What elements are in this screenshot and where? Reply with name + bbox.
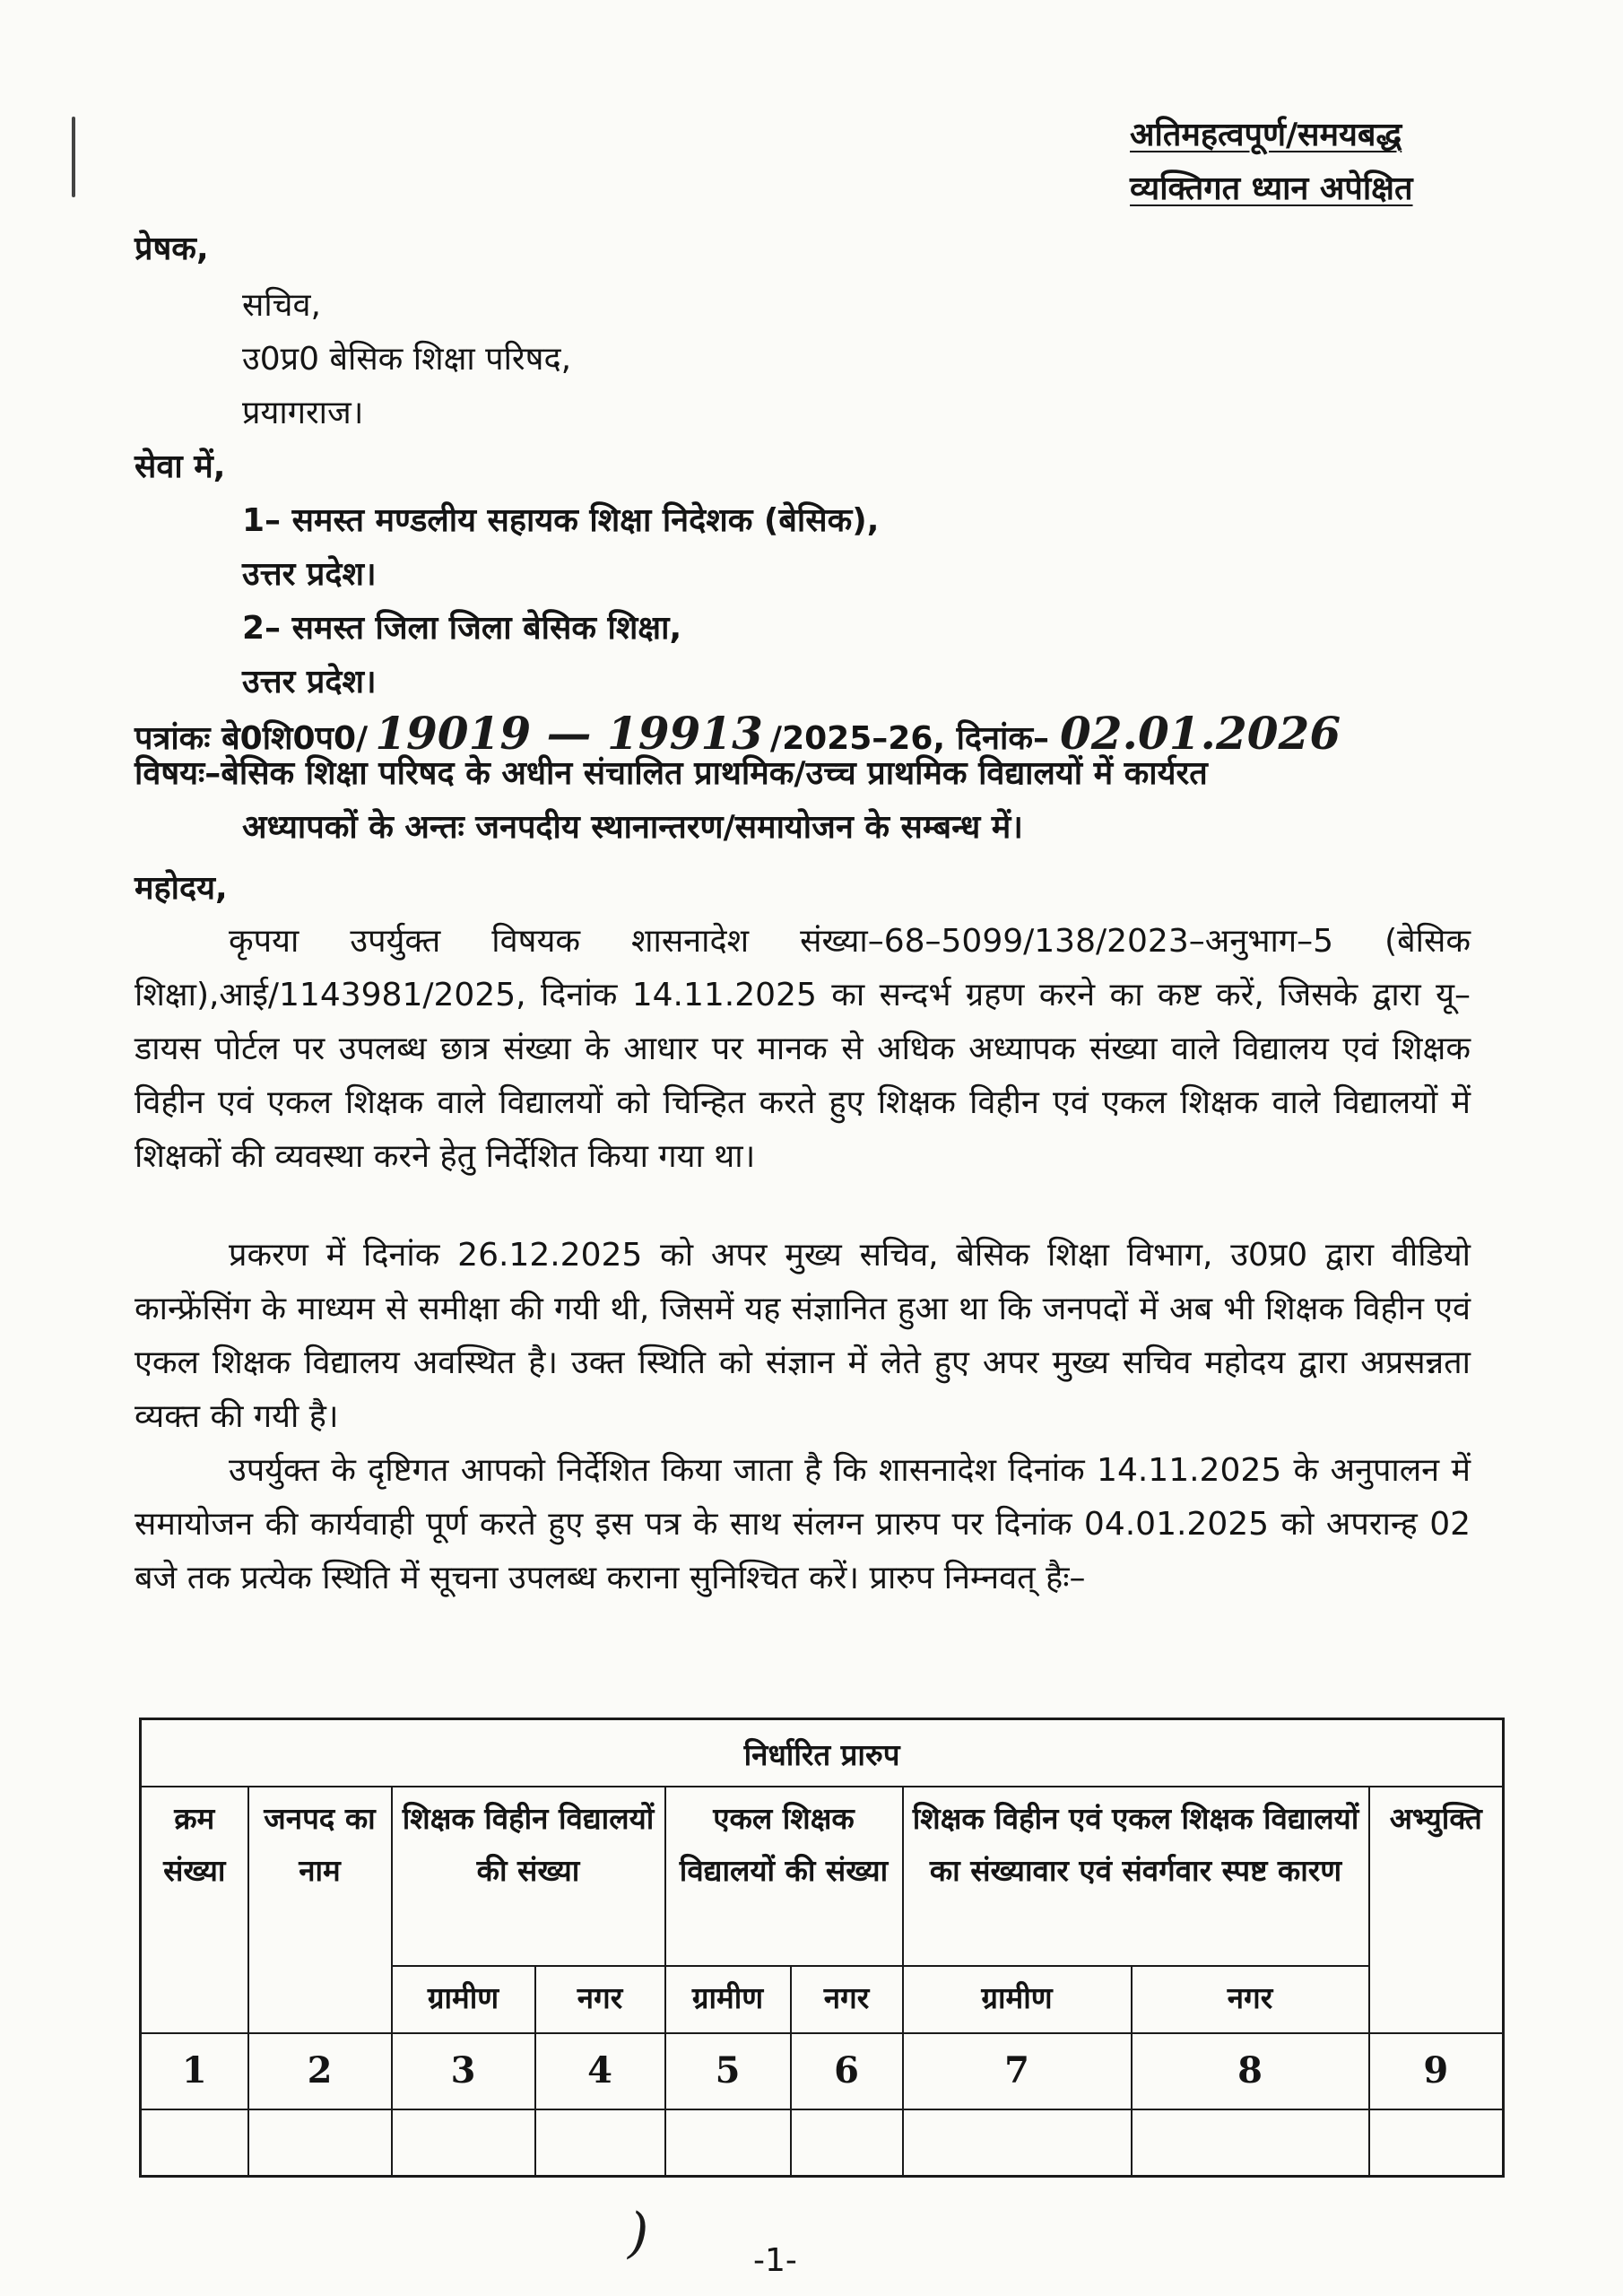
column-number: 7 [903, 2033, 1132, 2109]
salutation: महोदय, [135, 870, 228, 907]
attention-note: व्यक्तिगत ध्यान अपेक्षित [1130, 170, 1413, 207]
subheader-urban: नगर [535, 1966, 665, 2033]
empty-cell [665, 2109, 791, 2177]
recipient-label: सेवा में, [135, 448, 226, 485]
subheader-rural: ग्रामीण [903, 1966, 1132, 2033]
subheader-rural: ग्रामीण [392, 1966, 535, 2033]
header-single-teacher: एकल शिक्षक विद्यालयों की संख्या [665, 1787, 903, 1966]
empty-cell [141, 2109, 248, 2177]
empty-cell [1369, 2109, 1504, 2177]
header-reason: शिक्षक विहीन एवं एकल शिक्षक विद्यालयों का संख्यावार एवं संवर्गवार स्पष्ट कारण [903, 1787, 1369, 1966]
recipient-line: 2– समस्त जिला जिला बेसिक शिक्षा, [242, 610, 682, 647]
empty-cell [248, 2109, 392, 2177]
column-number: 9 [1369, 2033, 1504, 2109]
column-number: 8 [1132, 2033, 1369, 2109]
subheader-rural: ग्रामीण [665, 1966, 791, 2033]
subheader-urban: नगर [791, 1966, 903, 2033]
subject-label: विषयः– [135, 755, 221, 792]
subject [135, 747, 1480, 855]
paragraph: प्रकरण में दिनांक 26.12.2025 को अपर मुख्य सचिव, बेसिक शिक्षा विभाग, उ0प्र0 द्वारा वीडियो कान्फ्रेंसिंग के माध्यम से समीक्षा की गयी थी, जिसमें यह संज्ञानित हुआ था कि जनपदों में अब भी शिक्षक विहीन एवं एकल शिक्षक विद्यालय अवस्थित है। उक्त स्थिति को संज्ञान में लेते हुए अपर मुख्य सचिव महोदय द्वारा अप्रसन्नता व्यक्त की गयी है। [135, 1237, 1471, 1435]
paragraph: कृपया उपर्युक्त विषयक शासनादेश संख्या–68–5099/138/2023–अनुभाग–5 (बेसिक शिक्षा),आई/1143981/2025, दिनांक 14.11.2025 का सन्दर्भ ग्रहण करने का कष्ट करें, जिसके द्वारा यू–डायस पोर्टल पर उपलब्ध छात्र संख्या के आधार पर मानक से अधिक अध्यापक संख्या वाले विद्यालय एवं शिक्षक विहीन एवं एकल शिक्षक वाले विद्यालयों को चिन्हित करते हुए शिक्षक विहीन एवं एकल शिक्षक वाले विद्यालयों में शिक्षकों की व्यवस्था करने हेतु निर्देशित किया गया था। [135, 923, 1471, 1175]
proforma-table [139, 1718, 1505, 2178]
page-number: -1- [753, 2242, 797, 2279]
column-number: 1 [141, 2033, 248, 2109]
handwritten-letter-number: 19019 — 19913 [375, 707, 763, 760]
page-edge-mark [72, 117, 75, 197]
reference-year: /2025–26, दिनांक– [769, 720, 1049, 757]
empty-cell [535, 2109, 665, 2177]
empty-cell [392, 2109, 535, 2177]
table-row [141, 2033, 1504, 2109]
sender-line: उ0प्र0 बेसिक शिक्षा परिषद, [242, 341, 572, 378]
header-serial: क्रम संख्या [141, 1787, 248, 2033]
column-number: 2 [248, 2033, 392, 2109]
reference-prefix: पत्रांकः बे0शि0प0/ [135, 720, 369, 757]
column-number: 4 [535, 2033, 665, 2109]
sender-line: सचिव, [242, 287, 321, 324]
paragraph: उपर्युक्त के दृष्टिगत आपको निर्देशित किया जाता है कि शासनादेश दिनांक 14.11.2025 के अनुपालन में समायोजन की कार्यवाही पूर्ण करते हुए इस पत्र के साथ संलग्न प्रारुप पर दिनांक 04.01.2025 को अपरान्ह 02 बजे तक प्रत्येक स्थिति में सूचना उपलब्ध कराना सुनिश्चित करें। प्रारुप निम्नवत् हैः– [135, 1452, 1471, 1596]
header-remarks: अभ्युक्ति [1369, 1787, 1504, 2033]
column-number: 6 [791, 2033, 903, 2109]
recipient-line: उत्तर प्रदेश। [242, 664, 377, 700]
sender-label: प्रेषक, [135, 230, 209, 267]
handwritten-mark: ) [628, 2202, 649, 2265]
header-district: जनपद का नाम [248, 1787, 392, 2033]
subject-text: अध्यापकों के अन्तः जनपदीय स्थानान्तरण/समायोजन के सम्बन्ध में। [242, 809, 1023, 846]
table-title: निर्धारित प्रारुप [141, 1719, 1504, 1787]
recipient-line: 1– समस्त मण्डलीय सहायक शिक्षा निदेशक (बेसिक), [242, 502, 880, 539]
column-number: 5 [665, 2033, 791, 2109]
header-teacherless: शिक्षक विहीन विद्यालयों की संख्या [392, 1787, 665, 1966]
empty-cell [1132, 2109, 1369, 2177]
priority-note: अतिमहत्वपूर्ण/समयबद्ध [1130, 117, 1402, 153]
handwritten-date: 02.01.2026 [1059, 707, 1341, 760]
empty-cell [903, 2109, 1132, 2177]
sender-line: प्रयागराज। [242, 395, 364, 431]
subheader-urban: नगर [1132, 1966, 1369, 2033]
column-number: 3 [392, 2033, 535, 2109]
table-row [141, 2109, 1504, 2177]
empty-cell [791, 2109, 903, 2177]
recipient-line: उत्तर प्रदेश। [242, 556, 377, 593]
subject-text: बेसिक शिक्षा परिषद के अधीन संचालित प्राथमिक/उच्च प्राथमिक विद्यालयों में कार्यरत [221, 755, 1208, 792]
